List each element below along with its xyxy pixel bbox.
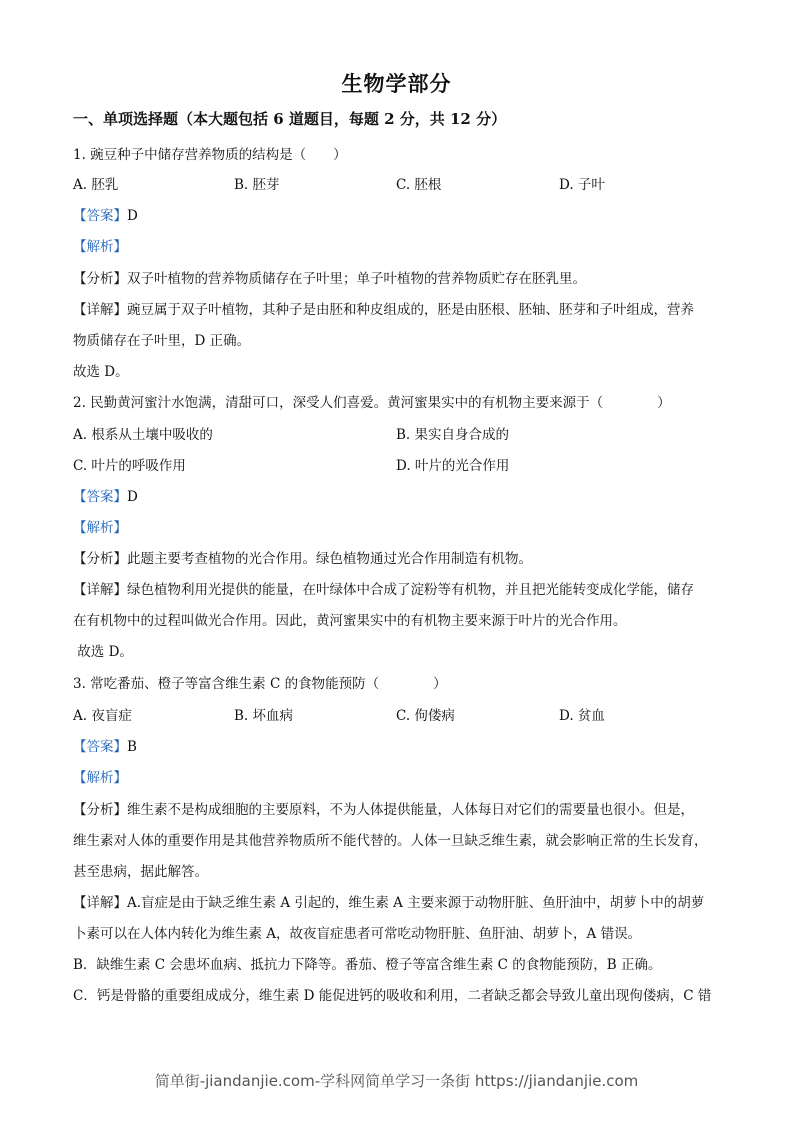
section-heading: 一、单项选择题（本大题包括 6 道题目，每题 2 分，共 12 分） xyxy=(73,110,507,128)
q3-fenxi-line-1 xyxy=(73,798,694,818)
q1-option-d: D. 子叶 xyxy=(559,177,605,193)
q3-xiangjie-line-1 xyxy=(73,891,704,911)
q1-analysis-tag: 【解析】 xyxy=(73,239,127,255)
q1-conclusion: 故选 D。 xyxy=(73,364,129,380)
q2-conclusion: 故选 D。 xyxy=(73,644,133,660)
question-3: 3. 常吃番茄、橙子等富含维生素 C 的食物能预防（ ） xyxy=(73,676,447,692)
q1-option-c: C. 胚根 xyxy=(396,177,442,193)
fenxi-text: 维生素不是构成细胞的主要原料，不为人体提供能量，人体每日对它们的需要量也很小。但是， xyxy=(127,802,694,818)
q3-analysis-tag: 【解析】 xyxy=(73,770,127,786)
q3-fenxi-line-3: 甚至患病，据此解答。 xyxy=(73,864,208,880)
answer-tag: 【答案】 xyxy=(73,208,127,224)
xiangjie-text: 豌豆属于双子叶植物，其种子是由胚和种皮组成的，胚是由胚根、胚轴、胚芽和子叶组成，营养 xyxy=(127,302,694,318)
answer-value: D xyxy=(127,489,138,505)
q2-xiangjie-line-2: 在有机物中的过程叫做光合作用。因此，黄河蜜果实中的有机物主要来源于叶片的光合作用。 xyxy=(73,613,627,629)
page-title: 生物学部分 xyxy=(341,71,452,96)
xiangjie-tag: 【详解】 xyxy=(73,302,127,318)
q2-xiangjie-line-1 xyxy=(73,578,694,598)
fenxi-text: 双子叶植物的营养物质储存在子叶里；单子叶植物的营养物质贮存在胚乳里。 xyxy=(127,271,586,287)
q1-answer xyxy=(73,204,138,224)
q2-option-b: B. 果实自身合成的 xyxy=(396,427,510,443)
answer-value: D xyxy=(127,208,138,224)
question-2: 2. 民勤黄河蜜汁水饱满，清甜可口，深受人们喜爱。黄河蜜果实中的有机物主要来源于（ ） xyxy=(73,395,671,411)
q2-option-d: D. 叶片的光合作用 xyxy=(396,458,510,474)
fenxi-tag: 【分析】 xyxy=(73,802,127,818)
page-footer: 简单街-jiandanjie.com-学科网简单学习一条街 https://jiandanjie.com xyxy=(154,1072,639,1090)
q3-option-b: B. 坏血病 xyxy=(234,708,294,724)
q3-xiangjie-line-2: 卜素可以在人体内转化为维生素 A，故夜盲症患者可常吃动物肝脏、鱼肝油、胡萝卜，A 错误。 xyxy=(73,926,642,942)
q2-fenxi xyxy=(73,547,532,567)
fenxi-tag: 【分析】 xyxy=(73,551,127,567)
q3-option-c: C. 佝偻病 xyxy=(396,708,455,724)
question-1: 1. 豌豆种子中储存营养物质的结构是（ ） xyxy=(73,147,347,163)
q3-xiangjie-line-4: C．钙是骨骼的重要组成成分，维生素 D 能促进钙的吸收和利用，二者缺乏都会导致儿童出现佝偻病，C 错 xyxy=(73,988,712,1004)
q3-answer xyxy=(73,735,137,755)
q1-xiangjie-line-2: 物质储存在子叶里，D 正确。 xyxy=(73,333,251,349)
answer-value: B xyxy=(127,739,137,755)
answer-tag: 【答案】 xyxy=(73,489,127,505)
q1-fenxi xyxy=(73,267,586,287)
q3-fenxi-line-2: 维生素对人体的重要作用是其他营养物质所不能代替的。人体一旦缺乏维生素，就会影响正常的生长发育， xyxy=(73,833,708,849)
q2-analysis-tag: 【解析】 xyxy=(73,520,127,536)
xiangjie-text: 绿色植物利用光提供的能量，在叶绿体中合成了淀粉等有机物，并且把光能转变成化学能，储存 xyxy=(127,582,694,598)
q2-answer xyxy=(73,485,138,505)
q1-option-a: A. 胚乳 xyxy=(73,177,119,193)
q1-xiangjie-line-1 xyxy=(73,298,694,318)
q1-option-b: B. 胚芽 xyxy=(234,177,280,193)
fenxi-text: 此题主要考查植物的光合作用。绿色植物通过光合作用制造有机物。 xyxy=(127,551,532,567)
xiangjie-tag: 【详解】 xyxy=(73,895,127,911)
q3-xiangjie-line-3: B．缺维生素 C 会患坏血病、抵抗力下降等。番茄、橙子等富含维生素 C 的食物能预防，B 正确。 xyxy=(73,957,662,973)
q3-option-a: A. 夜盲症 xyxy=(73,708,132,724)
answer-tag: 【答案】 xyxy=(73,739,127,755)
fenxi-tag: 【分析】 xyxy=(73,271,127,287)
xiangjie-tag: 【详解】 xyxy=(73,582,127,598)
q3-option-d: D. 贫血 xyxy=(559,708,605,724)
q2-option-c: C. 叶片的呼吸作用 xyxy=(73,458,186,474)
q2-option-a: A. 根系从土壤中吸收的 xyxy=(73,427,213,443)
xiangjie-text: A.盲症是由于缺乏维生素 A 引起的，维生素 A 主要来源于动物肝脏、鱼肝油中，胡萝卜中的胡萝 xyxy=(127,895,705,911)
